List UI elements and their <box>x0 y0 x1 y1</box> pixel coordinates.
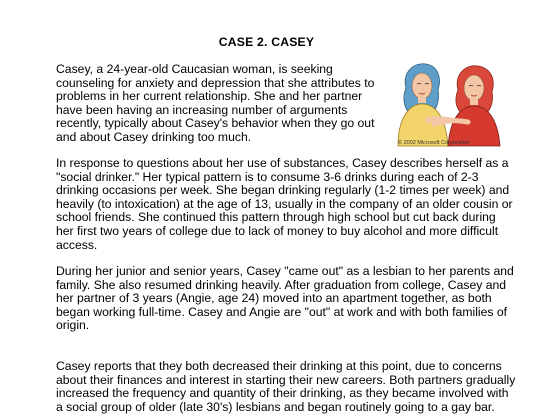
case-title: CASE 2. CASEY <box>218 35 315 49</box>
paragraph-drinking-pattern: Casey reports that they both decreased their drinking at this point, due to concerns about their finances and interest in starting their new careers. Both partners gradually increased the frequency and quantity of their drinking, as they became involved with a social group of older (late 30's) lesbians and began routinely going to a gay bar. <box>56 359 516 414</box>
two-women-clipart-icon <box>388 58 510 152</box>
paragraph-substance-use: In response to questions about her use of substances, Casey describes herself as a "social drinker." Her typical pattern is to consume 3-6 drinks during each of 2-3 drinking occasions per week. She began drinking regularly (1-2 times per week) and heavily (to intoxication) at the age of 13, usually in the company of an older cousin or school friends. She continued this pattern through high school but cut back during her first two years of college due to lack of money to buy alcohol and more difficult access. <box>56 156 513 252</box>
paragraph-intro: Casey, a 24-year-old Caucasian woman, is seeking counseling for anxiety and depression that she attributes to problems in her current relationship. She and her partner have been having an increasing number of arguments recently, typically about Casey's behavior when they go out and about Casey drinking too much. <box>56 62 375 144</box>
clipart-caption: © 2002 Microsoft Corporation <box>398 140 470 146</box>
paragraph-coming-out: During her junior and senior years, Casey "came out" as a lesbian to her parents and family. She also resumed drinking heavily. After graduation from college, Casey and her partner of 3 years (Angie, age 24) moved into an apartment together, as both began working full-time. Casey and Angie are "out" at work and with both families of origin. <box>56 264 514 333</box>
